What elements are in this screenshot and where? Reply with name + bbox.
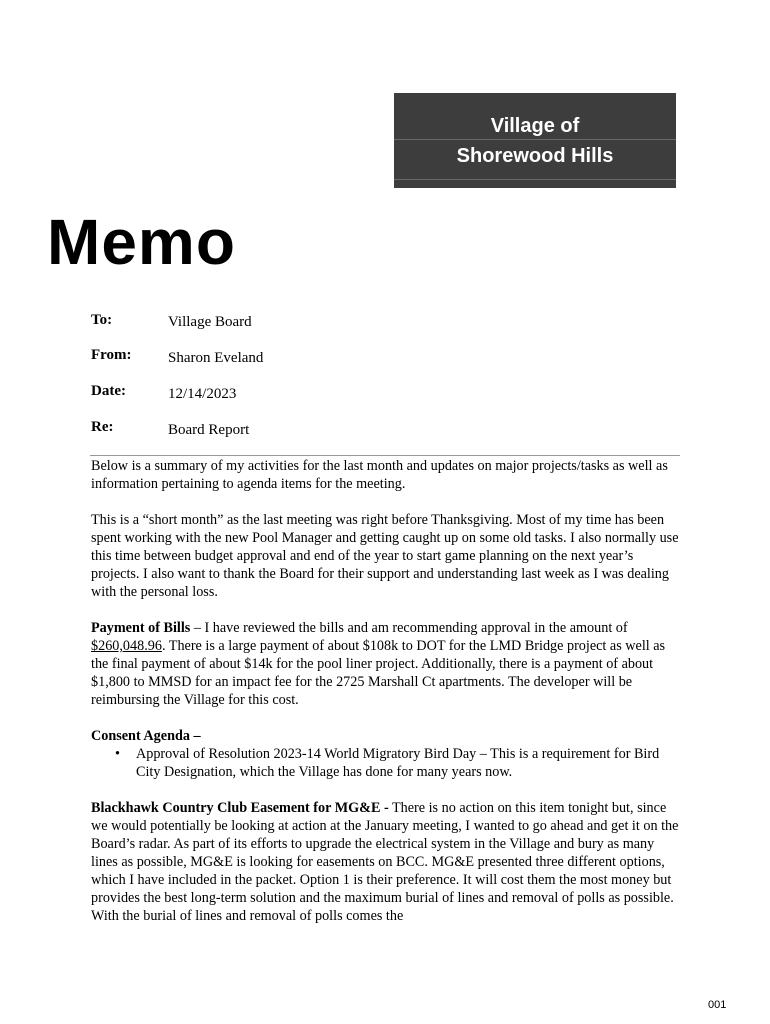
intro-paragraph: Below is a summary of my activities for the last month and updates on major projects/tasks as well as information pertaining to agenda items for the meeting. xyxy=(91,458,668,492)
bills-heading: Payment of Bills xyxy=(91,620,191,636)
consent-agenda-item-text: Approval of Resolution 2023-14 World Migratory Bird Day – This is a requirement for Bird City Designation, which the Village has done for many years now. xyxy=(136,746,660,780)
bullet-icon: • xyxy=(115,746,120,762)
logo-line-2: Shorewood Hills xyxy=(456,145,614,167)
header-date-value: 12/14/2023 xyxy=(168,386,237,402)
bills-rest-text: . There is a large payment of about $108k to DOT for the LMD Bridge project as well as the final payment of about $14k for the pool liner project. Additionally, there is a payment of about $1,800 to MMSD for an impact fee for the 2725 Marshall Ct apartments. The developer will be reimbursing the Village for this cost. xyxy=(91,638,666,708)
memo-title: Memo xyxy=(47,206,236,278)
bills-lead-text: – I have reviewed the bills and am recommending approval in the amount of xyxy=(190,620,628,636)
memo-body xyxy=(91,457,681,943)
header-re-label: Re: xyxy=(91,419,114,435)
header-date-label: Date: xyxy=(91,383,126,399)
header-from-label: From: xyxy=(91,347,132,363)
village-logo-box xyxy=(394,93,676,188)
blackhawk-text: There is no action on this item tonight but, since we would potentially be looking at action at the January meeting, I wanted to go ahead and get it on the Board’s radar. As part of its efforts to upgrade the electrical system in the Village and bury as many lines as possible, MG&E is looking for easements on BCC. MG&E presented three different options, which I have included in the packet. Option 1 is their preference. It will cost them the most money but provides the best long-term solution and the maximum burial of lines and removal of polls as possible. With the burial of lines and removal of polls comes the xyxy=(91,800,679,924)
bills-amount: $260,048.96 xyxy=(91,638,162,654)
payment-of-bills-paragraph xyxy=(91,619,681,709)
short-month-paragraph: This is a “short month” as the last meeting was right before Thanksgiving. Most of my time has been spent working with the new Pool Manager and getting caught up on some old tasks. I also normally use this time between budget approval and end of the year to start game planning on the next year’s projects. I also want to thank the Board for their support and understanding last week as I was dealing with the personal loss. xyxy=(91,512,679,600)
blackhawk-paragraph xyxy=(91,799,681,925)
consent-agenda-item xyxy=(115,745,681,781)
header-to-label: To: xyxy=(91,312,113,328)
page-number: 001 xyxy=(708,999,727,1011)
logo-divider xyxy=(394,139,676,140)
header-divider xyxy=(90,455,680,456)
header-re-value: Board Report xyxy=(168,422,250,438)
blackhawk-heading: Blackhawk Country Club Easement for MG&E - xyxy=(91,800,389,816)
logo-line-1: Village of xyxy=(490,115,580,137)
consent-agenda-heading: Consent Agenda – xyxy=(91,728,201,744)
logo-divider xyxy=(394,179,676,180)
header-to-value: Village Board xyxy=(168,314,252,330)
consent-agenda-section xyxy=(91,727,681,781)
header-from-value: Sharon Eveland xyxy=(168,350,264,366)
